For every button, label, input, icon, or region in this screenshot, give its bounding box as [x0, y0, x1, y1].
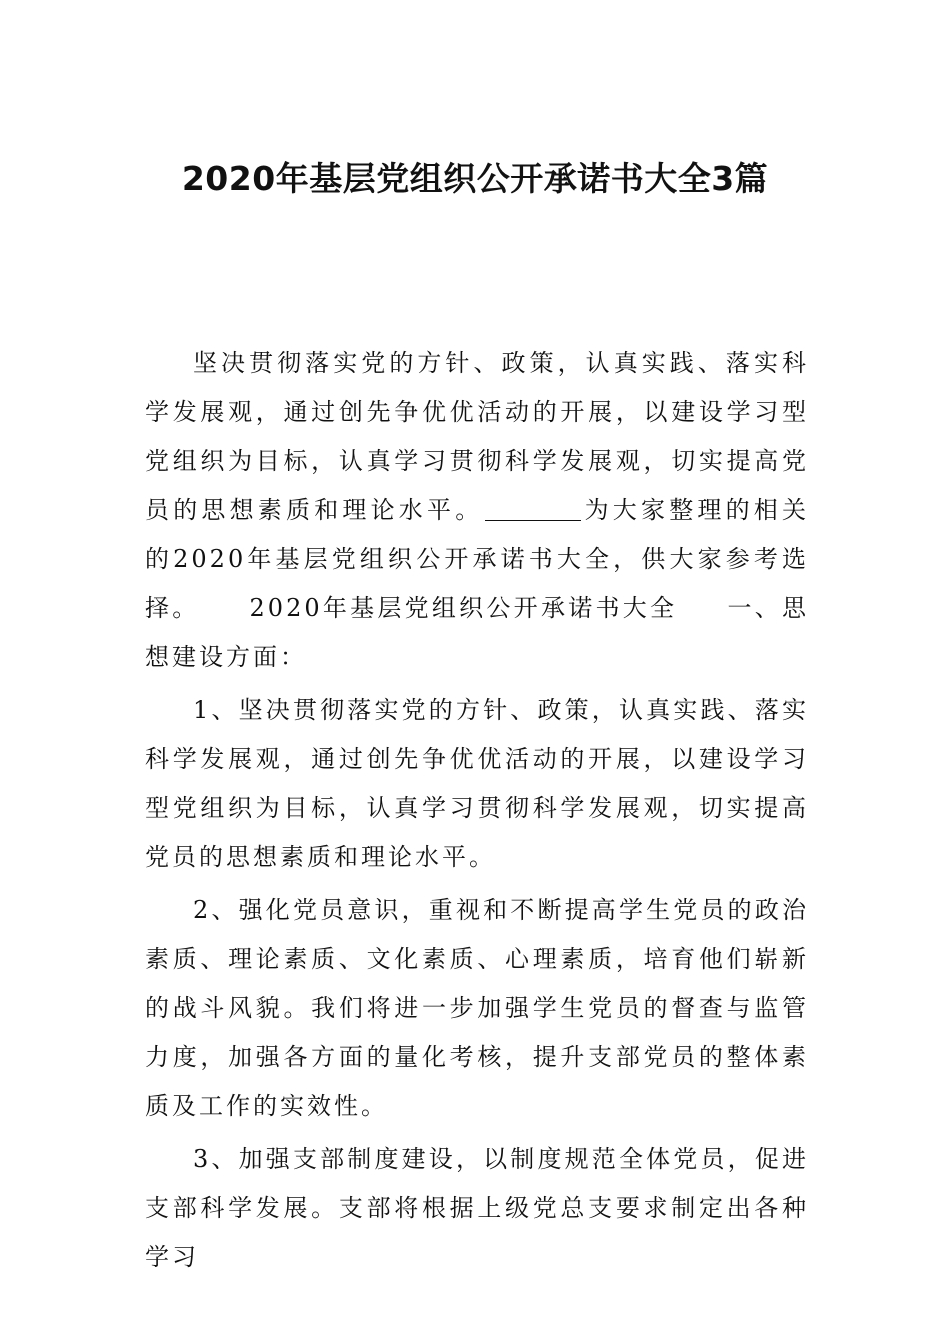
- paragraph-1: 1、坚决贯彻落实党的方针、政策，认真实践、落实科学发展观，通过创先争优优活动的开展，以建设学习型党组织为目标，认真学习贯彻科学发展观，切实提高党员的思想素质和理论水平。: [145, 696, 809, 871]
- paragraph-2: 2、强化党员意识，重视和不断提高学生党员的政治素质、理论素质、文化素质、心理素质，培育他们崭新的战斗风貌。我们将进一步加强学生党员的督查与监管力度，加强各方面的量化考核，提升支部党员的整体素质及工作的实效性。: [145, 896, 809, 1120]
- intro-text-2: 为大家整理的相关的2020年基层党组织公开承诺书大全，供大家参考选择。: [145, 496, 810, 622]
- blank-underline: [485, 496, 581, 521]
- document-body: [145, 339, 809, 1282]
- paragraph-3: 3、加强支部制度建设，以制度规范全体党员，促进支部科学发展。支部将根据上级党总支要求制定出各种学习: [145, 1145, 809, 1271]
- intro-heading: 2020年基层党组织公开承诺书大全: [249, 594, 678, 622]
- document-title: 2020年基层党组织公开承诺书大全3篇: [181, 159, 769, 198]
- section-heading: 一、思想建设方面：: [145, 594, 810, 671]
- intro-paragraph: [145, 339, 809, 682]
- intro-text-1: 坚决贯彻落实党的方针、政策，认真实践、落实科学发展观，通过创先争优优活动的开展，以建设学习型党组织为目标，认真学习贯彻科学发展观，切实提高党员的思想素质和理论水平。: [145, 349, 809, 524]
